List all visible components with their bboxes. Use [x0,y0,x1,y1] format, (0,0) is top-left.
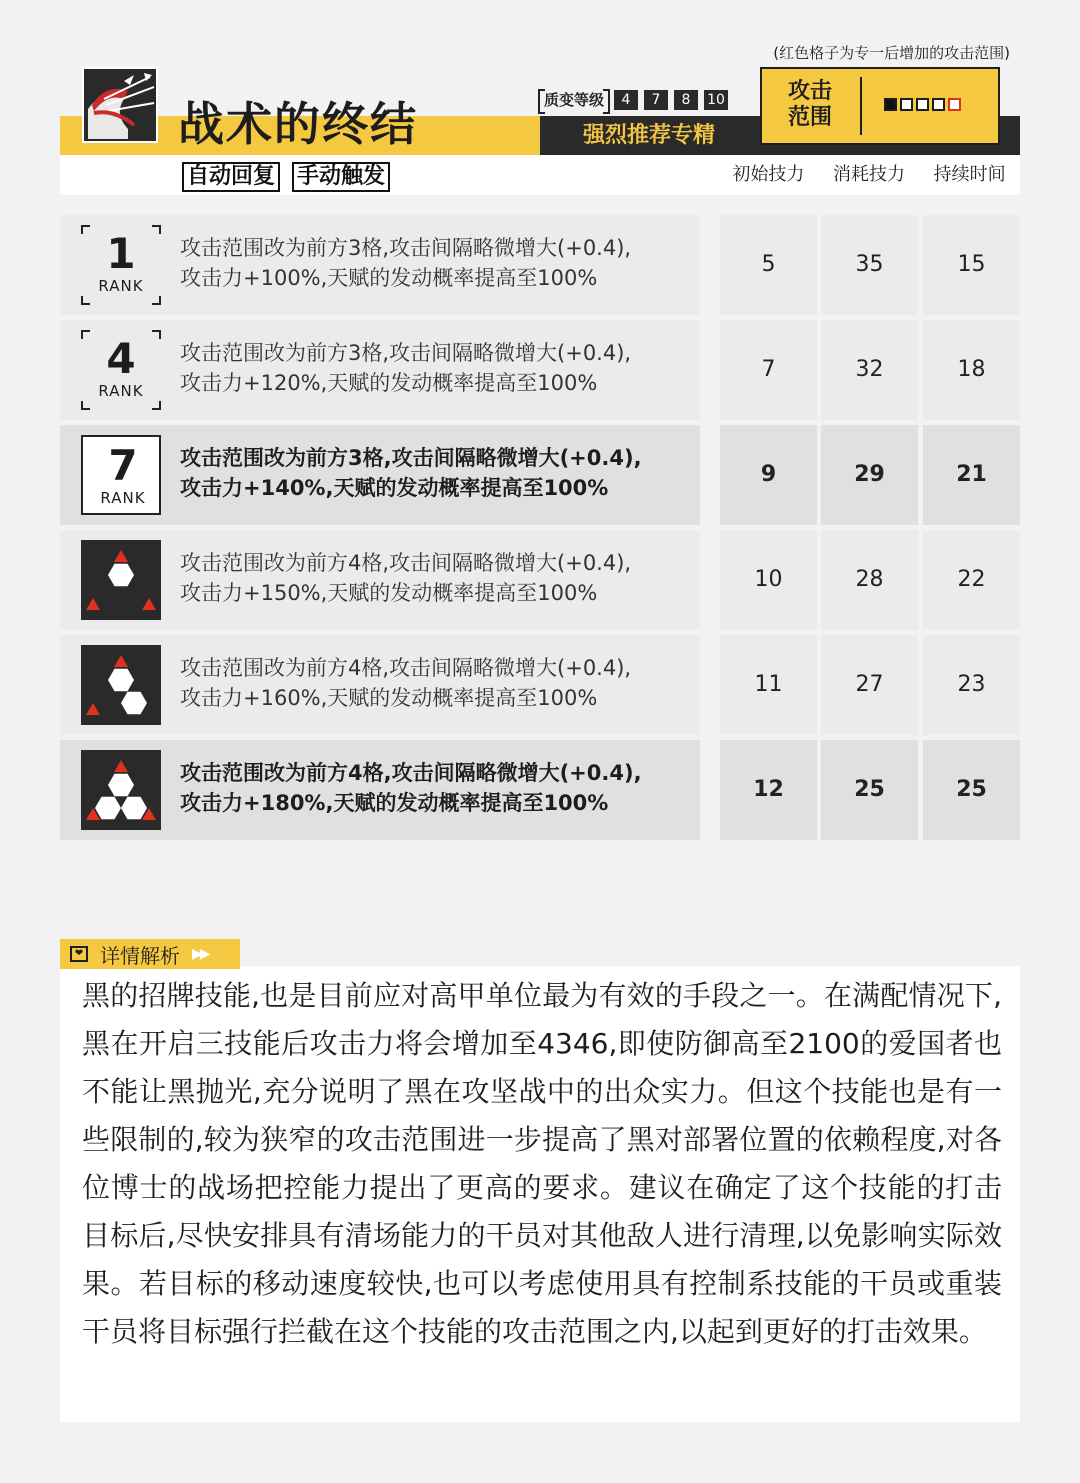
desc-line: 攻击力+160%,天赋的发动概率提高至100% [180,686,598,710]
duration-value: 23 [957,672,986,697]
table-row [60,320,1020,420]
mastery-1-icon [81,540,161,620]
table-row [60,215,1020,315]
duration-value: 25 [956,777,987,802]
desc-line: 攻击范围改为前方3格,攻击间隔略微增大(+0.4), [180,236,632,260]
skill-description [180,443,700,503]
sp-cost-value: 29 [854,462,885,487]
duration-value: 18 [957,357,986,382]
column-headers [718,162,1020,188]
skill-description [180,548,700,608]
range-note: (红色格子为专一后增加的攻击范围) [773,44,1010,62]
recommend-label: 强烈推荐专精 [582,123,715,148]
range-cell [900,98,913,111]
sp-cost-value: 32 [855,357,884,382]
rank-1-icon [81,225,161,305]
mastery-2-icon [81,645,161,725]
initial-sp-value: 11 [754,672,783,697]
col-sp-cost: 消耗技力 [833,164,905,185]
analysis-tab [60,939,240,969]
skill-tags [182,162,390,192]
mastery-level: 10 [704,90,728,110]
range-cell [916,98,929,111]
initial-sp-value: 5 [761,252,776,277]
range-label: 攻击范围 [787,79,832,130]
desc-line: 攻击力+100%,天赋的发动概率提高至100% [180,266,598,290]
sp-cost-value: 28 [855,567,884,592]
col-duration: 持续时间 [933,164,1006,185]
desc-line: 攻击范围改为前方4格,攻击间隔略微增大(+0.4), [180,761,642,785]
desc-line: 攻击力+150%,天赋的发动概率提高至100% [180,581,598,605]
skill-description [180,338,700,398]
duration-value: 15 [957,252,986,277]
skill-title: 战术的终结 [178,97,418,151]
rank-word: RANK [98,382,144,400]
range-grid [884,98,961,111]
table-row [60,425,1020,525]
skill-description [180,758,700,818]
table-row [60,635,1020,735]
range-cell [948,98,961,111]
col-initial-sp: 初始技力 [732,164,805,185]
desc-line: 攻击力+180%,天赋的发动概率提高至100% [180,791,609,815]
sp-cost-value: 35 [855,252,884,277]
table-row [60,740,1020,840]
analysis-tab-label: 详情解析 [100,943,180,968]
duration-value: 22 [957,567,986,592]
desc-line: 攻击力+120%,天赋的发动概率提高至100% [180,371,598,395]
initial-sp-value: 9 [760,462,777,487]
analysis-text: 黑的招牌技能,也是目前应对高甲单位最为有效的手段之一。在满配情况下,黑在开启三技能后攻击力将会增加至4346,即使防御高至2100的爱国者也不能让黑抛光,充分说明了黑在攻坚战中的出众实力。但这个技能也是有一些限制的,较为狭窄的攻击范围进一步提高了黑对部署位置的依赖程度,对各位博士的战场把控能力提出了更高的要求。建议在确定了这个技能的打击目标后,尽快安排具有清场能力的干员对其他敌人进行清理,以免影响实际效果。若目标的移动速度较快,也可以考虑使用具有控制系技能的干员或重装干员将目标强行拦截在这个技能的攻击范围之内,以起到更好的打击效果。 [82,979,1002,1348]
skill-blade-icon [82,67,158,143]
sp-cost-value: 25 [854,777,885,802]
desc-line: 攻击范围改为前方3格,攻击间隔略微增大(+0.4), [180,341,632,365]
rank-word: RANK [100,489,146,507]
heart-icon: ❤ [70,946,88,962]
attack-range-box [760,67,1000,145]
desc-line: 攻击力+140%,天赋的发动概率提高至100% [180,476,609,500]
mastery-level: 8 [674,90,698,110]
desc-line: 攻击范围改为前方4格,攻击间隔略微增大(+0.4), [180,656,632,680]
rank-word: RANK [98,277,144,295]
rank-number: 7 [108,441,138,490]
arrow-icon: ▶▶ [192,946,208,962]
duration-value: 21 [956,462,987,487]
desc-line: 攻击范围改为前方3格,攻击间隔略微增大(+0.4), [180,446,642,470]
mastery-level: 4 [614,90,638,110]
table-row [60,530,1020,630]
rank-number: 4 [106,334,136,383]
range-divider [860,77,862,135]
range-cell [884,98,897,111]
initial-sp-value: 10 [754,567,783,592]
rank-4-icon [81,330,161,410]
mastery-label: 质变等级 [540,89,608,110]
skill-description [180,233,700,293]
skill-description [180,653,700,713]
initial-sp-value: 12 [753,777,784,802]
tag-manual-trigger: 手动触发 [292,162,390,192]
mastery-levels [540,89,728,110]
mastery-3-icon [81,750,161,830]
tag-auto-recovery: 自动回复 [182,162,280,192]
rank-7-icon [81,435,161,515]
desc-line: 攻击范围改为前方4格,攻击间隔略微增大(+0.4), [180,551,632,575]
range-cell [932,98,945,111]
mastery-level: 7 [644,90,668,110]
rank-number: 1 [106,229,136,278]
sp-cost-value: 27 [855,672,884,697]
initial-sp-value: 7 [761,357,776,382]
